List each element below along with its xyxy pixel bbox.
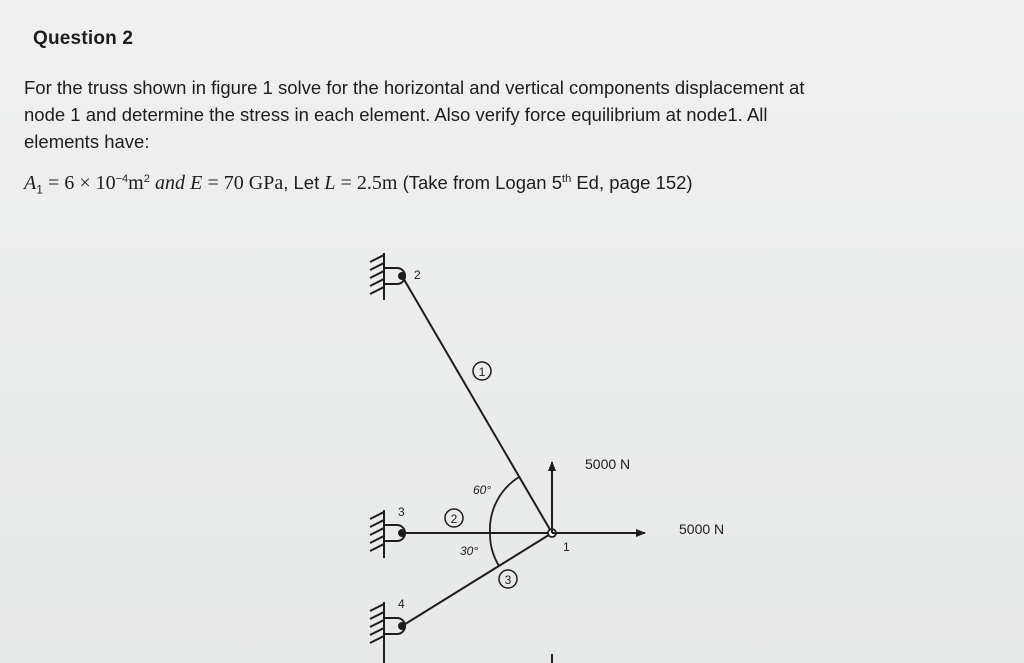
area-unit: m (128, 172, 144, 194)
area-exponent: −4 (115, 172, 129, 185)
length-value: = 2.5m (340, 172, 398, 194)
question-title: Question 2 (33, 28, 134, 49)
angle-60-label: 60° (473, 483, 492, 497)
and-word: and (154, 172, 185, 194)
let-word: , Let (283, 172, 320, 193)
node-1-label: 1 (563, 540, 570, 554)
modulus-value: = 70 GPa (207, 172, 284, 194)
question-line-2: node 1 and determine the stress in each element. Also verify force equilibrium at node1. All (24, 104, 768, 125)
support-node-2 (370, 253, 405, 300)
element-2-label (445, 509, 463, 527)
angle-60-arc (490, 477, 519, 533)
vertical-force-label: 5000 N (585, 456, 631, 472)
node-3-label: 3 (398, 505, 405, 519)
modulus-symbol: E (190, 172, 203, 194)
horizontal-force-label: 5000 N (679, 521, 725, 537)
element-3-label (499, 570, 517, 588)
angle-30-label: 30° (460, 544, 479, 558)
source-reference-end: Ed, page 152) (576, 172, 693, 193)
area-symbol: A (24, 172, 37, 194)
svg-text:1: 1 (478, 365, 486, 379)
question-line-1: For the truss shown in figure 1 solve for the horizontal and vertical components displacement at (24, 77, 805, 98)
svg-text:2: 2 (450, 512, 458, 526)
source-superscript: th (562, 172, 572, 185)
area-subscript: 1 (36, 182, 43, 197)
area-unit-exponent: 2 (143, 172, 150, 185)
svg-text:3: 3 (504, 573, 512, 587)
length-symbol: L (324, 172, 336, 194)
node-4-label: 4 (398, 597, 405, 611)
angle-30-arc (490, 533, 499, 566)
element-1-label (473, 362, 491, 380)
node-2-label: 2 (414, 268, 421, 282)
question-line-3: elements have: (24, 131, 150, 152)
source-reference: (Take from Logan 5 (402, 172, 563, 193)
area-value: = 6 × 10 (48, 172, 116, 194)
